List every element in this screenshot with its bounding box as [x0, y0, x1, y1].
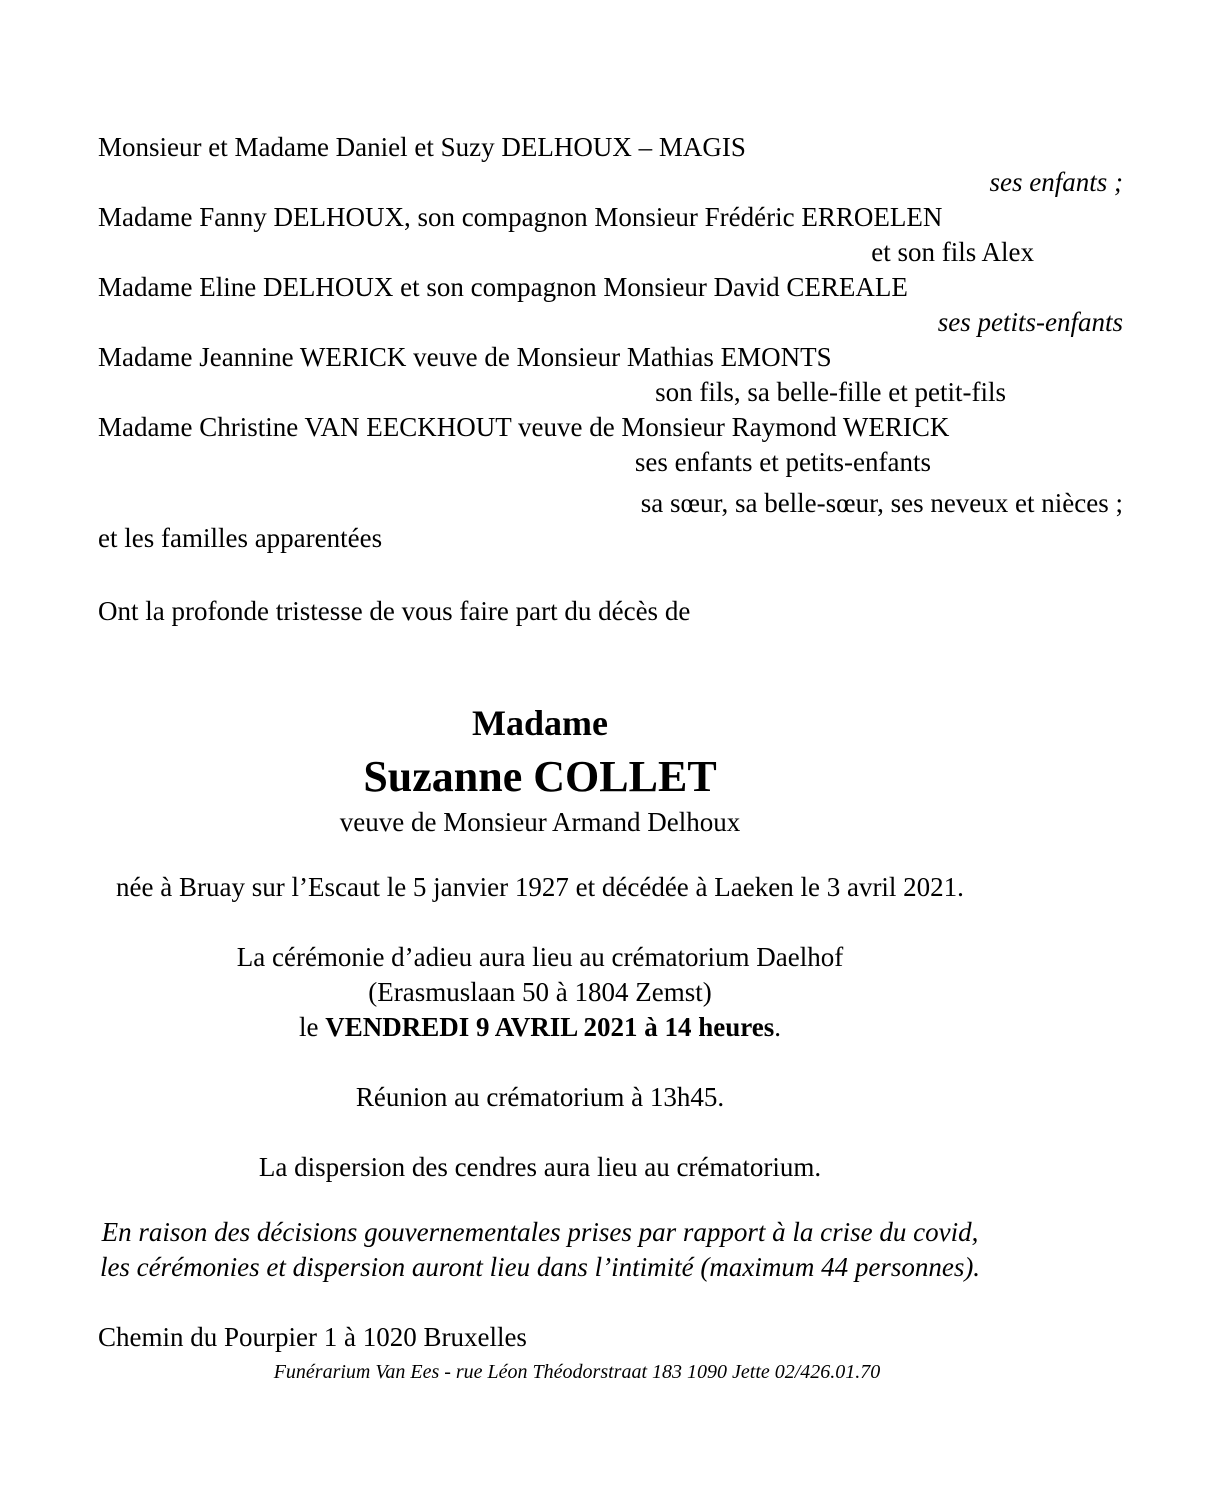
relation-line: et son fils Alex — [871, 237, 1034, 267]
ceremony-date-suffix: . — [774, 1012, 782, 1042]
deceased-title: Madame — [472, 703, 608, 743]
ceremony-location-line: La cérémonie d’adieu aura lieu au crématorium Daelhof — [236, 942, 844, 972]
funeral-home-footer: Funérarium Van Ees - rue Léon Théodorstraat 183 1090 Jette 02/426.01.70 — [273, 1361, 881, 1383]
meeting-time-line: Réunion au crématorium à 13h45. — [355, 1082, 725, 1112]
ashes-dispersion-line: La dispersion des cendres aura lieu au crématorium. — [258, 1152, 822, 1182]
family-names-section — [0, 0, 1214, 556]
ceremony-address-line: (Erasmuslaan 50 à 1804 Zemst) — [368, 977, 712, 1007]
relation-line: ses enfants et petits-enfants — [634, 447, 931, 477]
deceased-name: Suzanne COLLET — [363, 752, 717, 801]
ceremony-date-bold: VENDREDI 9 AVRIL 2021 à 14 heures — [325, 1012, 775, 1042]
birth-death-line: née à Bruay sur l’Escaut le 5 janvier 1927 et décédée à Laeken le 3 avril 2021. — [116, 872, 964, 902]
relation-line: sa sœur, sa belle-sœur, ses neveux et nièces ; — [640, 488, 1123, 518]
announcement-intro: Ont la profonde tristesse de vous faire part du décès de — [98, 596, 691, 626]
relation-line: ses enfants ; — [989, 167, 1123, 197]
home-address-line: Chemin du Pourpier 1 à 1020 Bruxelles — [98, 1322, 527, 1352]
family-member-line: Madame Fanny DELHOUX, son compagnon Monsieur Frédéric ERROELEN — [98, 202, 943, 232]
family-member-line: Monsieur et Madame Daniel et Suzy DELHOUX – MAGIS — [98, 132, 746, 162]
covid-restriction-line-1: En raison des décisions gouvernementales prises par rapport à la crise du covid, — [101, 1217, 979, 1247]
widow-of-line: veuve de Monsieur Armand Delhoux — [339, 807, 741, 837]
family-member-line: Madame Jeannine WERICK veuve de Monsieur Mathias EMONTS — [98, 342, 832, 372]
covid-restriction-line-2: les cérémonies et dispersion auront lieu dans l’intimité (maximum 44 personnes). — [99, 1252, 981, 1282]
family-member-line: Madame Christine VAN EECKHOUT veuve de Monsieur Raymond WERICK — [98, 412, 950, 442]
relation-line: ses petits-enfants — [937, 307, 1123, 337]
relation-line: son fils, sa belle-fille et petit-fils — [655, 377, 1006, 407]
family-member-line: Madame Eline DELHOUX et son compagnon Monsieur David CEREALE — [98, 272, 908, 302]
ceremony-date-prefix: le — [298, 1012, 326, 1042]
ceremony-date-line — [0, 1010, 1080, 1045]
family-member-line: et les familles apparentées — [98, 523, 383, 553]
